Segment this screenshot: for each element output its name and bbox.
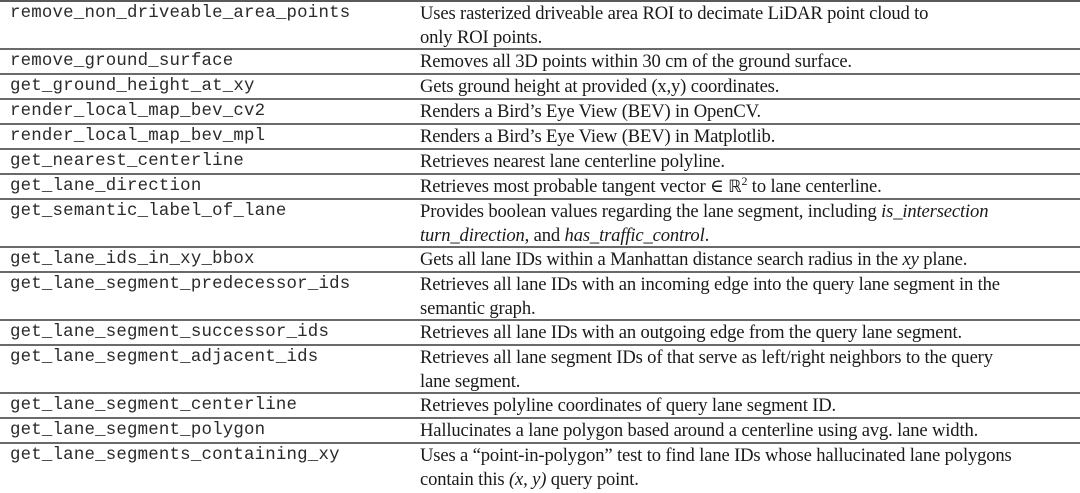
function-description xyxy=(410,2,1080,48)
description-text: , and xyxy=(524,225,565,246)
function-name: get_lane_segment_polygon xyxy=(10,421,266,440)
math-variable: (x, y) xyxy=(508,469,547,490)
table-row xyxy=(0,2,1080,50)
real-numbers-symbol: ℝ xyxy=(728,177,742,197)
field-name-italic: has_traffic_control xyxy=(564,225,705,246)
function-description: Retrieves all lane IDs with an outgoing edge from the query lane segment. xyxy=(420,322,963,343)
function-name: get_lane_direction xyxy=(10,177,202,196)
table-row xyxy=(0,75,1080,100)
superscript: 2 xyxy=(741,174,748,188)
description-text: to lane centerline. xyxy=(747,176,882,197)
table-row xyxy=(0,419,1080,444)
table-row xyxy=(0,125,1080,150)
description-line: Retrieves all lane IDs with an incoming edge into the query lane segment in the xyxy=(420,274,1000,295)
description-text: Gets all lane IDs within a Manhattan distance search radius in the xyxy=(420,249,903,270)
description-line: Uses rasterized driveable area ROI to decimate LiDAR point cloud to xyxy=(420,3,929,24)
table-row xyxy=(0,150,1080,175)
function-description: Retrieves polyline coordinates of query lane segment ID. xyxy=(420,395,837,416)
function-description xyxy=(410,273,1080,319)
function-description: Renders a Bird’s Eye View (BEV) in OpenCV. xyxy=(420,101,761,122)
description-line: Uses a “point-in-polygon” test to find lane IDs whose hallucinated lane polygons xyxy=(420,445,1012,466)
description-text: . xyxy=(704,225,710,246)
function-name: render_local_map_bev_cv2 xyxy=(10,102,266,121)
description-text: plane. xyxy=(918,249,968,270)
description-text: query point. xyxy=(546,469,639,490)
description-text: Provides boolean values regarding the lane segment, including xyxy=(420,201,882,222)
function-name: get_lane_segment_successor_ids xyxy=(10,323,330,342)
function-name: render_local_map_bev_mpl xyxy=(10,127,266,146)
table-row xyxy=(0,50,1080,75)
function-name: get_lane_segment_centerline xyxy=(10,396,298,415)
table-row xyxy=(0,394,1080,419)
description-line: semantic graph. xyxy=(420,298,536,319)
function-name: get_lane_segment_adjacent_ids xyxy=(10,348,319,367)
field-name-italic: turn_direction xyxy=(420,225,525,246)
table-row xyxy=(0,273,1080,321)
function-name: get_ground_height_at_xy xyxy=(10,77,255,96)
function-description: Retrieves nearest lane centerline polyline. xyxy=(420,151,725,172)
function-description: Hallucinates a lane polygon based around a centerline using avg. lane width. xyxy=(420,420,979,441)
function-name: remove_non_driveable_area_points xyxy=(10,4,351,23)
function-description: Removes all 3D points within 30 cm of the ground surface. xyxy=(420,51,852,72)
function-description xyxy=(410,248,1080,271)
description-text: Retrieves most probable tangent vector ∈ xyxy=(420,176,729,197)
function-name: get_nearest_centerline xyxy=(10,152,244,171)
field-name-italic: is_intersection xyxy=(881,201,989,222)
table-row xyxy=(0,444,1080,492)
table-row xyxy=(0,346,1080,394)
function-description xyxy=(410,444,1080,492)
description-line: lane segment. xyxy=(420,371,521,392)
table-row xyxy=(0,200,1080,248)
function-description: Gets ground height at provided (x,y) coordinates. xyxy=(420,76,780,97)
table-row xyxy=(0,175,1080,200)
description-line: Retrieves all lane segment IDs of that serve as left/right neighbors to the query xyxy=(420,347,993,368)
function-name: get_semantic_label_of_lane xyxy=(10,202,287,221)
function-description xyxy=(410,175,1080,198)
table-row xyxy=(0,321,1080,346)
function-description xyxy=(410,200,1080,246)
function-name: get_lane_ids_in_xy_bbox xyxy=(10,250,255,269)
table-row xyxy=(0,248,1080,273)
function-description xyxy=(410,346,1080,392)
function-name: get_lane_segment_predecessor_ids xyxy=(10,275,351,294)
function-description: Renders a Bird’s Eye View (BEV) in Matplotlib. xyxy=(420,126,776,147)
description-text: contain this xyxy=(420,469,509,490)
table-row xyxy=(0,100,1080,125)
function-name: remove_ground_surface xyxy=(10,52,234,71)
description-line: only ROI points. xyxy=(420,27,543,48)
math-variable: xy xyxy=(902,249,919,270)
function-name: get_lane_segments_containing_xy xyxy=(10,446,340,465)
